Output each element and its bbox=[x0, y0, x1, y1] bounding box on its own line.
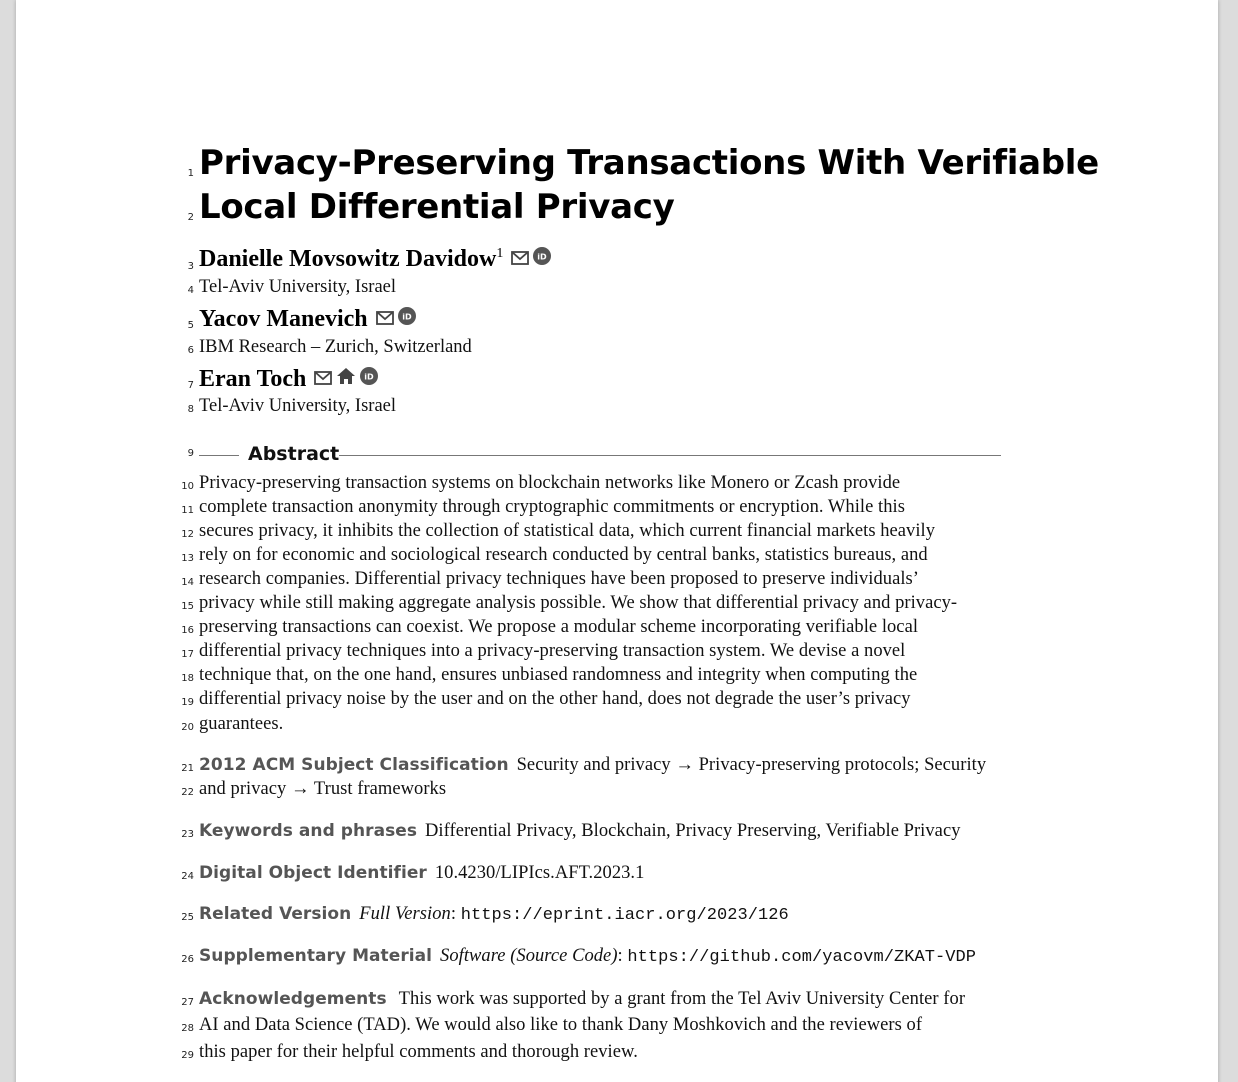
supplementary-url-link[interactable]: https://github.com/yacovm/ZKAT-VDP bbox=[627, 948, 976, 967]
paper-title-line-1: Privacy-Preserving Transactions With Verifiable bbox=[199, 143, 1099, 183]
line-number: 12 bbox=[181, 529, 194, 540]
divider bbox=[339, 455, 1001, 456]
envelope-icon[interactable] bbox=[511, 245, 529, 272]
author-1 bbox=[199, 246, 551, 274]
abstract-line: secures privacy, it inhibits the collection of statistical data, which current financial markets heavily bbox=[199, 521, 936, 541]
svg-text:iD: iD bbox=[401, 312, 412, 322]
abstract-line: preserving transactions can coexist. We propose a modular scheme incorporating verifiable local bbox=[199, 617, 919, 637]
divider bbox=[199, 455, 239, 456]
abstract-line: differential privacy techniques into a privacy-preserving transaction system. We devise a novel bbox=[199, 641, 906, 661]
keywords bbox=[199, 821, 961, 842]
abstract-label: Abstract bbox=[248, 443, 340, 465]
related-version bbox=[199, 904, 789, 925]
svg-text:iD: iD bbox=[364, 372, 375, 382]
doi-label: Digital Object Identifier bbox=[199, 863, 427, 883]
envelope-icon[interactable] bbox=[376, 305, 394, 332]
line-number: 13 bbox=[181, 553, 194, 564]
acm-value: Security and privacy → Privacy-preserving protocols; Security bbox=[516, 755, 987, 775]
abstract-line: rely on for economic and sociological research conducted by central banks, statistics bureaus, and bbox=[199, 545, 928, 565]
pdf-page bbox=[16, 0, 1218, 1082]
home-icon[interactable] bbox=[336, 365, 356, 392]
line-number: 4 bbox=[187, 285, 194, 296]
acknowledgements-line: This work was supported by a grant from the Tel Aviv University Center for bbox=[398, 989, 966, 1009]
acknowledgements-label: Acknowledgements bbox=[199, 989, 387, 1009]
acknowledgements-line: this paper for their helpful comments and thorough review. bbox=[199, 1042, 638, 1062]
abstract-line: Privacy-preserving transaction systems on blockchain networks like Monero or Zcash provide bbox=[199, 473, 901, 493]
related-label: Related Version bbox=[199, 904, 352, 924]
line-number: 2 bbox=[187, 212, 194, 223]
line-number: 14 bbox=[181, 577, 194, 588]
line-number: 6 bbox=[187, 345, 194, 356]
line-number: 7 bbox=[187, 380, 194, 391]
acm-classification-cont: and privacy → Trust frameworks bbox=[199, 779, 447, 799]
author-name: Yacov Manevich bbox=[199, 306, 368, 332]
line-number: 18 bbox=[181, 673, 194, 684]
line-number: 19 bbox=[181, 697, 194, 708]
author-2 bbox=[199, 306, 416, 334]
svg-text:iD: iD bbox=[537, 252, 548, 262]
colon: : bbox=[450, 904, 461, 924]
line-number: 22 bbox=[181, 787, 194, 798]
supplementary-material bbox=[199, 946, 976, 967]
line-number: 3 bbox=[187, 261, 194, 272]
line-number: 29 bbox=[181, 1050, 194, 1061]
supplementary-label: Supplementary Material bbox=[199, 946, 433, 966]
author-footnote-mark: 1 bbox=[496, 246, 504, 261]
line-number: 8 bbox=[187, 404, 194, 415]
acm-classification bbox=[199, 755, 986, 776]
line-number: 25 bbox=[181, 912, 194, 923]
line-number: 15 bbox=[181, 601, 194, 612]
supplementary-kind: Software (Source Code) bbox=[440, 946, 618, 966]
orcid-icon[interactable] bbox=[360, 365, 378, 392]
line-number: 17 bbox=[181, 649, 194, 660]
orcid-icon[interactable] bbox=[533, 245, 551, 272]
related-kind: Full Version bbox=[359, 904, 451, 924]
line-number: 26 bbox=[181, 954, 194, 965]
acknowledgements bbox=[199, 989, 965, 1010]
line-number: 5 bbox=[187, 320, 194, 331]
doi bbox=[199, 863, 644, 884]
abstract-line: privacy while still making aggregate analysis possible. We show that differential privacy and privacy- bbox=[199, 593, 958, 613]
envelope-icon[interactable] bbox=[314, 365, 332, 392]
abstract-line: guarantees. bbox=[199, 714, 284, 734]
keywords-value: Differential Privacy, Blockchain, Privacy Preserving, Verifiable Privacy bbox=[425, 821, 961, 841]
author-2-affiliation: IBM Research – Zurich, Switzerland bbox=[199, 337, 472, 357]
line-number: 27 bbox=[181, 997, 194, 1008]
abstract-line: differential privacy noise by the user and on the other hand, does not degrade the user’s privacy bbox=[199, 689, 911, 709]
keywords-label: Keywords and phrases bbox=[199, 821, 418, 841]
abstract-heading bbox=[199, 443, 1001, 467]
author-1-affiliation: Tel-Aviv University, Israel bbox=[199, 277, 397, 297]
line-number: 24 bbox=[181, 871, 194, 882]
acm-label: 2012 ACM Subject Classification bbox=[199, 755, 509, 775]
line-number: 21 bbox=[181, 763, 194, 774]
paper-title-line-2: Local Differential Privacy bbox=[199, 187, 675, 227]
author-3 bbox=[199, 366, 378, 394]
line-number: 11 bbox=[181, 505, 194, 516]
colon: : bbox=[617, 946, 628, 966]
line-number: 23 bbox=[181, 829, 194, 840]
related-url-link[interactable]: https://eprint.iacr.org/2023/126 bbox=[460, 906, 789, 925]
acknowledgements-line: AI and Data Science (TAD). We would also like to thank Dany Moshkovich and the reviewers of bbox=[199, 1015, 923, 1035]
author-3-affiliation: Tel-Aviv University, Israel bbox=[199, 396, 397, 416]
abstract-line: complete transaction anonymity through cryptographic commitments or encryption. While this bbox=[199, 497, 905, 517]
doi-link[interactable]: 10.4230/LIPIcs.AFT.2023.1 bbox=[434, 863, 645, 883]
line-number: 9 bbox=[187, 448, 194, 459]
abstract-line: technique that, on the one hand, ensures unbiased randomness and integrity when computing the bbox=[199, 665, 918, 685]
line-number: 1 bbox=[187, 168, 194, 179]
line-number: 16 bbox=[181, 625, 194, 636]
abstract-line: research companies. Differential privacy techniques have been proposed to preserve individuals’ bbox=[199, 569, 919, 589]
author-name: Eran Toch bbox=[199, 366, 307, 392]
orcid-icon[interactable] bbox=[398, 305, 416, 332]
line-number: 20 bbox=[181, 722, 194, 733]
author-name: Danielle Movsowitz Davidow bbox=[199, 246, 497, 272]
line-number: 28 bbox=[181, 1023, 194, 1034]
line-number: 10 bbox=[181, 481, 194, 492]
